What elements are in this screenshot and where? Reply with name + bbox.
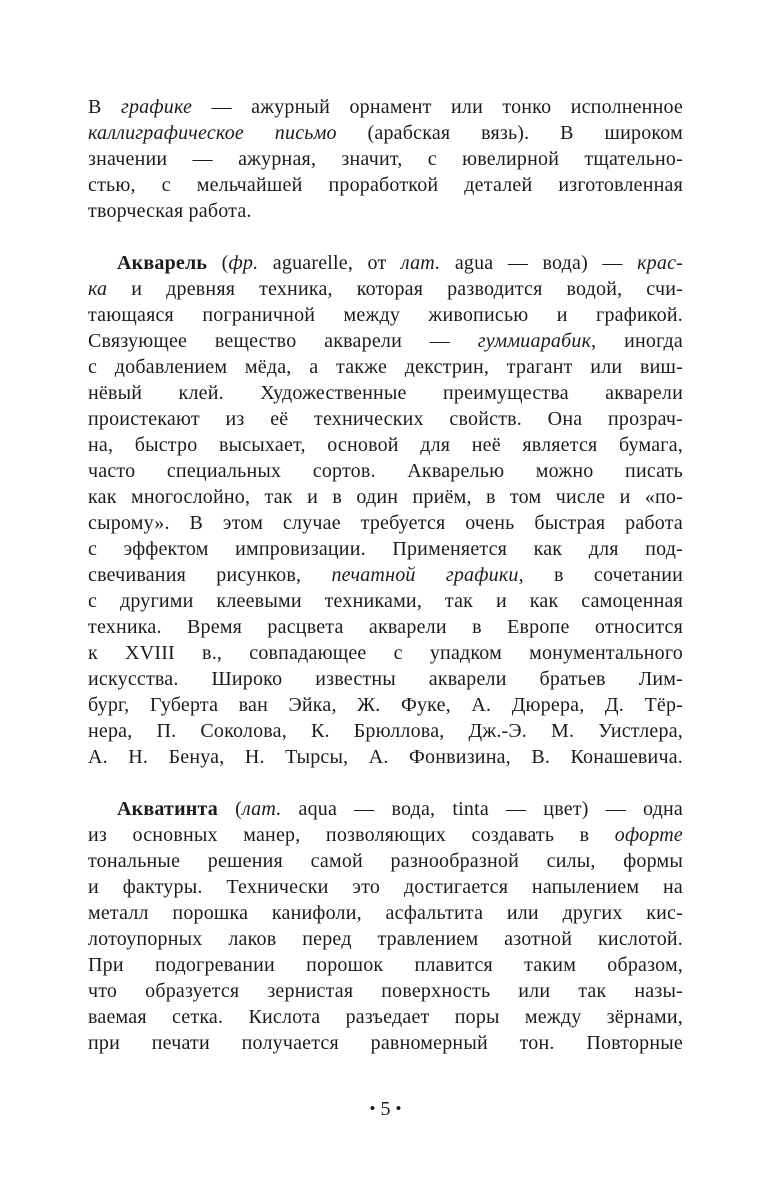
text-run: бург, Губерта ван Эйка, Ж. Фуке, А. Дюрера, Д. Тёр-	[88, 694, 683, 716]
text-run: как многослойно, так и в один приём, в том числе и «по-	[88, 486, 683, 508]
text-line	[88, 588, 683, 614]
text-run: с другими клеевыми техниками, так и как самоценная	[88, 590, 683, 612]
text-run: aguarelle, от	[258, 252, 401, 274]
text-run: А. Н. Бенуа, Н. Тырсы, А. Фонвизина, В. Конашевича.	[88, 746, 683, 768]
text-run: значении — ажурная, значит, с ювелирной тщательно-	[88, 148, 683, 170]
text-line	[88, 302, 683, 328]
text-run: графике	[120, 96, 193, 118]
text-run: нёвый клей. Художественные преимущества акварели	[88, 382, 683, 404]
text-line	[88, 458, 683, 484]
text-run: тающаяся пограничной между живописью и графикой.	[88, 304, 683, 326]
text-line	[88, 120, 683, 146]
text-line	[88, 822, 683, 848]
text-line	[88, 94, 683, 120]
text-run: (	[207, 252, 229, 274]
text-run: к XVIII в., совпадающее с упадком монументального	[88, 642, 683, 664]
text-run: техника. Время расцвета акварели в Европе относится	[88, 616, 683, 638]
text-run: крас-	[637, 252, 683, 274]
paragraph	[88, 94, 683, 224]
text-line	[88, 1030, 683, 1056]
text-run: лотоупорных лаков перед травлением азотной кислотой.	[88, 928, 683, 950]
text-run: лат.	[400, 252, 441, 274]
text-run: лат.	[241, 798, 282, 820]
page-text	[88, 94, 683, 1056]
text-run: с добавлением мёда, а также декстрин, трагант или виш-	[88, 356, 683, 378]
text-run: фр.	[228, 252, 259, 274]
text-line	[88, 380, 683, 406]
text-run: (	[218, 798, 242, 820]
text-line	[88, 952, 683, 978]
text-run: Акватинта	[117, 798, 218, 820]
text-run: ка	[88, 278, 108, 300]
text-line	[88, 666, 683, 692]
text-run: свечивания рисунков,	[88, 564, 332, 586]
text-line	[88, 536, 683, 562]
text-run: agua — вода) —	[440, 252, 638, 274]
text-run: металл порошка канифоли, асфальтита или других кис-	[88, 902, 683, 924]
page-number: 5	[380, 1098, 391, 1120]
text-line	[88, 796, 683, 822]
text-line	[88, 354, 683, 380]
text-run: что образуется зернистая поверхность или так назы-	[88, 980, 683, 1002]
text-run: печатной графики	[331, 564, 519, 586]
paragraph	[88, 250, 683, 770]
text-run: каллиграфическое письмо	[88, 122, 337, 144]
text-line	[88, 978, 683, 1004]
text-run: нера, П. Соколова, К. Брюллова, Дж.-Э. М. Уистлера,	[88, 720, 683, 742]
text-line	[88, 406, 683, 432]
text-run: тональные решения самой разнообразной силы, формы	[88, 850, 683, 872]
text-line	[88, 718, 683, 744]
text-run: и фактуры. Технически это достигается напылением на	[88, 876, 683, 898]
text-run: Связующее вещество акварели —	[88, 330, 478, 352]
text-run: гуммиарабик	[477, 330, 592, 352]
text-run: часто специальных сортов. Акварелью можно писать	[88, 460, 683, 482]
text-line	[88, 640, 683, 666]
text-line	[88, 276, 683, 302]
text-run: стью, с мельчайшей проработкой деталей изготовленная	[88, 174, 683, 196]
text-run: на, быстро высыхает, основой для неё является бумага,	[88, 434, 683, 456]
text-run: aqua — вода, tinta — цвет) — одна	[281, 798, 683, 820]
page-footer	[88, 1096, 683, 1122]
text-line	[88, 614, 683, 640]
text-line	[88, 744, 683, 770]
text-run: с эффектом импровизации. Применяется как для под-	[88, 538, 683, 560]
text-run: В	[88, 96, 121, 118]
text-run: из основных манер, позволяющих создавать в	[88, 824, 615, 846]
text-line	[88, 900, 683, 926]
text-run: (арабская вязь). В широком	[336, 122, 683, 144]
text-run: офорте	[614, 824, 683, 846]
text-run: творческая работа.	[88, 200, 252, 222]
text-line	[88, 328, 683, 354]
paragraph	[88, 796, 683, 1056]
text-run: при печати получается равномерный тон. Повторные	[88, 1032, 683, 1054]
text-run: искусства. Широко известны акварели братьев Лим-	[88, 668, 683, 690]
text-run: и древняя техника, которая разводится водой, счи-	[107, 278, 683, 300]
text-line	[88, 562, 683, 588]
text-line	[88, 848, 683, 874]
text-run: — ажурный орнамент или тонко исполненное	[192, 96, 683, 118]
text-run: , иногда	[591, 330, 683, 352]
footer-left-bullet-icon: •	[369, 1099, 376, 1118]
text-run: ваемая сетка. Кислота разъедает поры между зёрнами,	[88, 1006, 683, 1028]
text-line	[88, 198, 683, 224]
text-line	[88, 172, 683, 198]
text-line	[88, 692, 683, 718]
text-run: сырому». В этом случае требуется очень быстрая работа	[88, 512, 683, 534]
text-run: При подогревании порошок плавится таким образом,	[88, 954, 683, 976]
text-line	[88, 510, 683, 536]
text-run: Акварель	[117, 252, 208, 274]
text-line	[88, 484, 683, 510]
text-line	[88, 146, 683, 172]
text-line	[88, 250, 683, 276]
footer-right-bullet-icon: •	[395, 1099, 402, 1118]
text-run: , в сочетании	[518, 564, 683, 586]
text-line	[88, 926, 683, 952]
text-line	[88, 874, 683, 900]
text-line	[88, 432, 683, 458]
text-line	[88, 1004, 683, 1030]
text-run: проистекают из её технических свойств. Она прозрач-	[88, 408, 683, 430]
